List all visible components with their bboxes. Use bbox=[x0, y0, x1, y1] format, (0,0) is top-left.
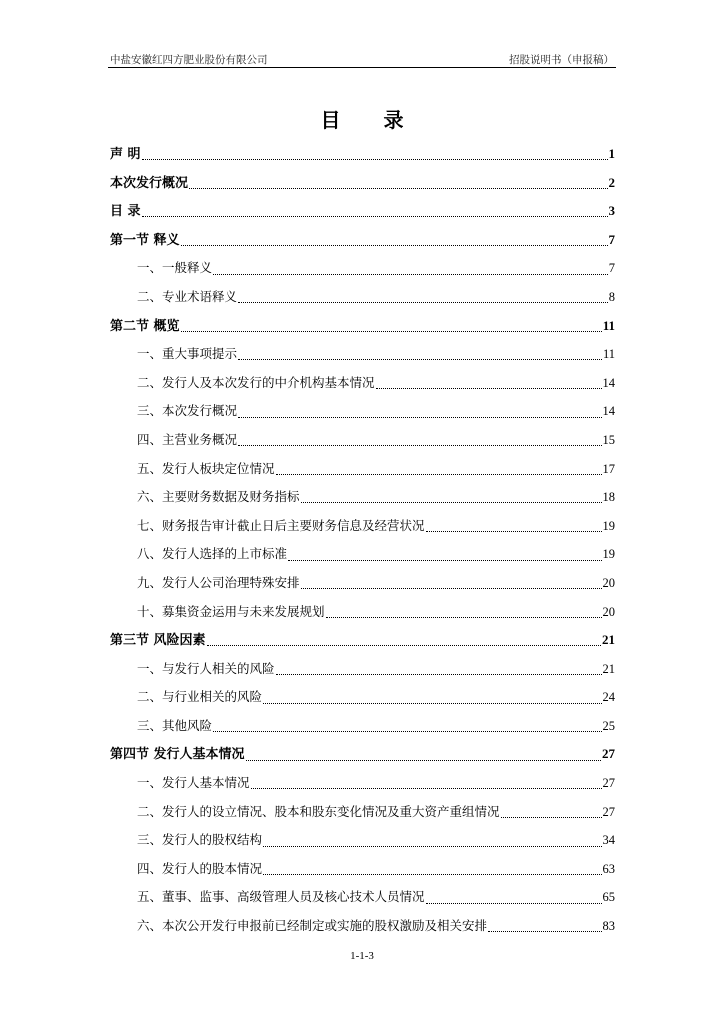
toc-entry-label: 六、本次公开发行申报前已经制定或实施的股权激励及相关安排 bbox=[137, 918, 488, 934]
toc-entry-label: 一、一般释义 bbox=[137, 260, 213, 276]
toc-entry-label: 第二节 概览 bbox=[110, 318, 180, 334]
toc-entry-page-number: 21 bbox=[602, 632, 615, 648]
toc-section-entry[interactable] bbox=[110, 626, 615, 655]
toc-dot-leader bbox=[181, 330, 602, 332]
toc-dot-leader bbox=[142, 158, 608, 160]
toc-dot-leader bbox=[263, 873, 601, 875]
page-header bbox=[108, 50, 616, 66]
toc-entry-page-number: 65 bbox=[602, 890, 615, 905]
table-of-contents bbox=[110, 140, 615, 941]
toc-entry-label: 二、发行人的设立情况、股本和股东变化情况及重大资产重组情况 bbox=[137, 803, 500, 819]
toc-dot-leader bbox=[301, 587, 602, 589]
toc-entry-label: 五、发行人板块定位情况 bbox=[137, 460, 275, 476]
toc-dot-leader bbox=[238, 358, 602, 360]
toc-entry-label: 二、发行人及本次发行的中介机构基本情况 bbox=[137, 374, 375, 390]
header-document-type: 招股说明书（申报稿） bbox=[509, 54, 614, 66]
toc-entry-page-number: 11 bbox=[602, 347, 615, 362]
toc-dot-leader bbox=[263, 845, 601, 847]
toc-entry-page-number: 19 bbox=[602, 547, 615, 562]
toc-dot-leader bbox=[213, 730, 601, 732]
toc-dot-leader bbox=[501, 816, 602, 818]
toc-dot-leader bbox=[276, 473, 602, 475]
toc-dot-leader bbox=[426, 902, 602, 904]
toc-entry-page-number: 18 bbox=[602, 490, 615, 505]
toc-section-entry[interactable] bbox=[110, 226, 615, 255]
toc-entry-page-number: 11 bbox=[602, 317, 615, 333]
page-title: 目 录 bbox=[320, 108, 422, 132]
toc-entry-label: 四、发行人的股本情况 bbox=[137, 860, 263, 876]
toc-dot-leader bbox=[251, 787, 602, 789]
toc-subsection-entry[interactable] bbox=[110, 598, 615, 627]
toc-dot-leader bbox=[326, 616, 602, 618]
toc-entry-page-number: 7 bbox=[608, 261, 615, 276]
toc-subsection-entry[interactable] bbox=[110, 826, 615, 855]
toc-dot-leader bbox=[246, 759, 601, 761]
toc-entry-label: 十、募集资金运用与未来发展规划 bbox=[137, 603, 325, 619]
toc-dot-leader bbox=[238, 444, 601, 446]
toc-entry-label: 目 录 bbox=[110, 204, 141, 220]
toc-entry-label: 二、专业术语释义 bbox=[137, 288, 238, 304]
toc-section-entry[interactable] bbox=[110, 169, 615, 198]
toc-section-entry[interactable] bbox=[110, 140, 615, 169]
toc-section-entry[interactable] bbox=[110, 312, 615, 341]
toc-entry-label: 声 明 bbox=[110, 147, 141, 162]
toc-entry-page-number: 15 bbox=[602, 432, 615, 447]
toc-subsection-entry[interactable] bbox=[110, 883, 615, 912]
toc-dot-leader bbox=[189, 187, 607, 189]
toc-entry-label: 一、发行人基本情况 bbox=[137, 775, 250, 791]
toc-subsection-entry[interactable] bbox=[110, 455, 615, 484]
toc-entry-page-number: 14 bbox=[602, 375, 615, 390]
toc-entry-page-number: 27 bbox=[602, 804, 615, 819]
toc-subsection-entry[interactable] bbox=[110, 798, 615, 827]
toc-entry-label: 第三节 风险因素 bbox=[110, 633, 206, 649]
toc-entry-page-number: 7 bbox=[608, 231, 615, 247]
toc-entry-label: 第四节 发行人基本情况 bbox=[110, 747, 245, 763]
toc-entry-label: 第一节 释义 bbox=[110, 232, 180, 248]
toc-entry-page-number: 20 bbox=[602, 604, 615, 619]
toc-section-entry[interactable] bbox=[110, 740, 615, 769]
toc-subsection-entry[interactable] bbox=[110, 426, 615, 455]
header-divider bbox=[108, 67, 616, 68]
toc-entry-page-number: 21 bbox=[602, 661, 615, 676]
toc-entry-page-number: 17 bbox=[602, 461, 615, 476]
toc-entry-label: 九、发行人公司治理特殊安排 bbox=[137, 574, 300, 590]
header-company-name: 中盐安徽红四方肥业股份有限公司 bbox=[110, 54, 268, 66]
toc-dot-leader bbox=[426, 530, 602, 532]
toc-subsection-entry[interactable] bbox=[110, 569, 615, 598]
toc-entry-page-number: 27 bbox=[602, 776, 615, 791]
toc-entry-label: 一、重大事项提示 bbox=[137, 346, 238, 362]
toc-entry-label: 三、本次发行概况 bbox=[137, 403, 238, 419]
toc-dot-leader bbox=[276, 673, 602, 675]
toc-subsection-entry[interactable] bbox=[110, 369, 615, 398]
toc-entry-page-number: 8 bbox=[608, 289, 615, 304]
page-number: 1-1-3 bbox=[350, 950, 374, 962]
toc-subsection-entry[interactable] bbox=[110, 855, 615, 884]
toc-entry-label: 七、财务报告审计截止日后主要财务信息及经营状况 bbox=[137, 517, 425, 533]
toc-subsection-entry[interactable] bbox=[110, 512, 615, 541]
toc-entry-page-number: 19 bbox=[602, 518, 615, 533]
toc-entry-page-number: 3 bbox=[608, 203, 615, 219]
toc-subsection-entry[interactable] bbox=[110, 683, 615, 712]
toc-entry-label: 六、主要财务数据及财务指标 bbox=[137, 489, 300, 505]
toc-dot-leader bbox=[181, 244, 608, 246]
toc-subsection-entry[interactable] bbox=[110, 254, 615, 283]
toc-entry-page-number: 25 bbox=[602, 718, 615, 733]
toc-entry-label: 八、发行人选择的上市标准 bbox=[137, 546, 288, 562]
toc-dot-leader bbox=[238, 301, 608, 303]
toc-subsection-entry[interactable] bbox=[110, 769, 615, 798]
toc-entry-page-number: 24 bbox=[602, 690, 615, 705]
toc-subsection-entry[interactable] bbox=[110, 655, 615, 684]
toc-entry-page-number: 2 bbox=[608, 174, 615, 190]
toc-dot-leader bbox=[213, 273, 608, 275]
toc-dot-leader bbox=[301, 501, 602, 503]
toc-entry-page-number: 83 bbox=[602, 919, 615, 934]
toc-entry-label: 三、其他风险 bbox=[137, 717, 213, 733]
toc-entry-page-number: 14 bbox=[602, 404, 615, 419]
toc-subsection-entry[interactable] bbox=[110, 340, 615, 369]
toc-subsection-entry[interactable] bbox=[110, 912, 615, 941]
toc-subsection-entry[interactable] bbox=[110, 397, 615, 426]
toc-entry-page-number: 20 bbox=[602, 575, 615, 590]
toc-entry-label: 四、主营业务概况 bbox=[137, 431, 238, 447]
toc-subsection-entry[interactable] bbox=[110, 712, 615, 741]
toc-entry-label: 一、与发行人相关的风险 bbox=[137, 660, 275, 676]
toc-entry-label: 本次发行概况 bbox=[110, 175, 189, 191]
toc-dot-leader bbox=[207, 644, 601, 646]
toc-entry-label: 三、发行人的股权结构 bbox=[137, 832, 263, 848]
toc-dot-leader bbox=[263, 702, 601, 704]
toc-entry-page-number: 63 bbox=[602, 861, 615, 876]
toc-subsection-entry[interactable] bbox=[110, 540, 615, 569]
toc-subsection-entry[interactable] bbox=[110, 483, 615, 512]
toc-entry-label: 二、与行业相关的风险 bbox=[137, 689, 263, 705]
toc-entry-page-number: 27 bbox=[602, 746, 615, 762]
toc-dot-leader bbox=[288, 559, 601, 561]
toc-dot-leader bbox=[488, 930, 601, 932]
toc-entry-label: 五、董事、监事、高级管理人员及核心技术人员情况 bbox=[137, 889, 425, 905]
toc-section-entry[interactable] bbox=[110, 197, 615, 226]
toc-dot-leader bbox=[376, 387, 602, 389]
toc-entry-page-number: 34 bbox=[602, 833, 615, 848]
toc-entry-page-number: 1 bbox=[608, 146, 615, 161]
toc-subsection-entry[interactable] bbox=[110, 283, 615, 312]
toc-dot-leader bbox=[238, 416, 601, 418]
toc-dot-leader bbox=[142, 215, 608, 217]
